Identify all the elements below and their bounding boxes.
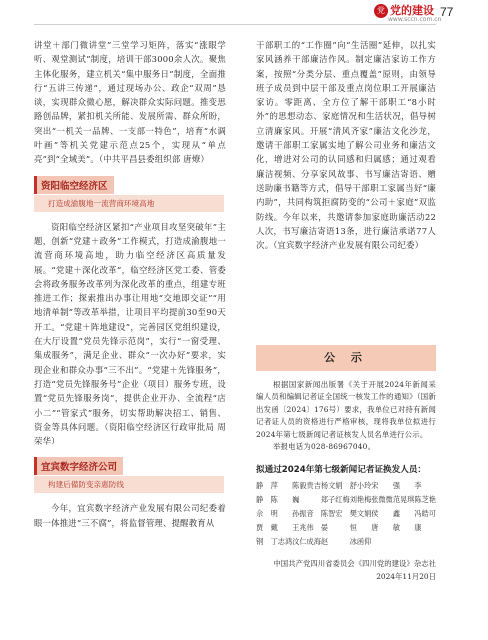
logo-emblem-icon: 党 <box>374 4 388 18</box>
name-item: 舒小玲 <box>349 481 372 491</box>
name-item: 强 <box>392 481 401 491</box>
name-list <box>256 481 436 547</box>
name-item: 陈芝艳 <box>414 495 436 505</box>
section-heading-1 <box>34 174 226 212</box>
name-item: 汶仁成海 <box>292 537 321 547</box>
notice-body: 根据国家新闻出版署《关于开展2024年新闻采编人员和编辑记者证全国统一核发工作的通知》（国新出发函〔2024〕176号）要求，我单位已对持有新闻记者证人员的资格进行严格审核，现将我单位拟进行2024年第七级新闻记者证核发人员名单进行公示。 <box>256 380 436 439</box>
left-paragraph-3: 今年，宜宾数字经济产业发展有限公司纪委着眼一体推进“三不腐”，将监督管理、提醒教育从 <box>34 503 226 528</box>
public-notice-box <box>256 345 436 583</box>
name-item: 王兆伟 <box>292 523 314 533</box>
name-item: 侯 <box>371 509 379 519</box>
name-item: 李 <box>414 481 422 491</box>
name-item: 郑子红梅 <box>320 495 350 505</box>
logo-text: 党的建设 <box>390 4 434 17</box>
name-item: 静 <box>256 495 264 505</box>
section-subtitle-2: 构建后備防变亲惠防线 <box>34 476 224 493</box>
notice-signature <box>256 557 436 583</box>
section-title-2: 宜宾数字经济公司 <box>34 457 123 475</box>
page-number: 77 <box>440 5 454 19</box>
name-item: 冰函仰 <box>349 537 372 547</box>
name-item: 范晃琪 <box>392 495 415 505</box>
name-item: 钢 <box>256 537 264 547</box>
name-item: 陈毅贵吉 <box>292 481 321 491</box>
left-column <box>34 38 226 530</box>
logo-url: www.sccn.com.cn <box>388 16 442 23</box>
signature-organization: 中国共产党四川省委员会《四川党的建设》杂志社 <box>273 559 436 569</box>
name-item: 刘艳梅 <box>349 495 372 505</box>
name-item: 敏 <box>392 523 401 533</box>
name-item: 康 <box>414 523 422 533</box>
notice-title: 公 示 <box>256 345 436 371</box>
header-rule <box>34 24 436 25</box>
name-item: 巍 <box>292 495 300 505</box>
section-subtitle-1: 打造成渝腹地一流营商环境高地 <box>34 195 224 212</box>
name-item: 陈智宏 <box>320 509 343 519</box>
name-item: 明 <box>270 509 278 519</box>
name-item: 张微微 <box>371 495 393 505</box>
name-item: 晏 <box>320 523 329 533</box>
section-title-1: 资阳临空经济区 <box>34 176 114 194</box>
name-item: 戴 <box>270 523 278 533</box>
left-paragraph-1: 讲堂＋部门微讲堂”三堂学习矩阵，落实“涨眼学听、观堂测试”制度，培训干部3000余人次。聚焦主体化服务，建立机关“集中服务日”制度，全面推行“五讲三传递”，通过现场办公、政企“双周”恳谈，实现群众微心愿，解决群众实际问题。推变思路创品牌，紧扣机关所能、发展所需、群众所盼，突出“一机关一品牌、一支部一特色”，培育“水调叶画”等机关党建示范点25个，实现从“单点亮”到“全域美”。（中共平昌县委组织部 唐燎） <box>34 40 226 165</box>
name-item: 宋 <box>371 481 379 491</box>
name-item: 冯皓可 <box>414 509 436 519</box>
name-item: 鑫 <box>392 509 401 519</box>
name-item: 贾 <box>256 523 264 533</box>
right-column <box>256 38 436 252</box>
page-header <box>0 0 488 30</box>
name-item: 丁志鸿 <box>270 537 293 547</box>
left-paragraph-2: 资阳临空经济区紧扣“产业项目攻坚突破年”主题，创新“党建＋政务”工作模式，打造成渝腹地一流营商环境高地，助力临空经济区高质量发展。“党建＋深化改革”，临空经济区党工委、管委会将政务服务改革列为深化改革的重点，组建专班推进工作；探索推出办事让用地“交地即交证”“用地清单制”等改革举措，让项目平均提前30至90天开工。“党建＋阵地建设”，完善园区党组织建设，在大厅设置“党员先锋示范岗”，实行“一窗受理、集成服务”，满足企业、群众“一次办好”要求，实现企业和群众办事“三不出”。“党建＋先锋服务”，打造“党员先锋服务号”企业（项目）服务专班，设置“党员先锋服务岗”，提供企业开办、全流程“店小二”“管家式”服务，切实帮助解决招工、销售、资金等具体问题。（资阳临空经济区行政审批局 周荣华） <box>34 221 226 447</box>
name-item: 杨文娟 <box>320 481 343 491</box>
name-item: 陈 <box>270 495 278 505</box>
signature-date: 2024年11月20日 <box>376 572 436 582</box>
right-paragraph-1: 干部职工的“工作圈”向“生活圈”延伸，以扎实家风涵养干部廉洁作风。制定廉洁家访工作方案，按照“分类分层、重点覆盖”原则，由领导班子成员到中层干部及重点岗位职工开展廉洁家访。零距离、全方位了解干部职工“8小时外”的思想动态、家庭情况和生活状况，倡导树立清廉家风。开展“清风齐家”廉洁文化沙龙，邀请干部职工家属实地了解公司业务和廉洁文化，增进对公司的认同感和归属感；通过观看廉洁视频、分享家风故事、书写廉洁寄语、赠送助廉书籍等方式，倡导干部职工家属当好“廉内助”，共同构筑拒腐防变的“公司＋家庭”双监防线。今年以来，共邀请参加家庭助廉活动22人次，书写廉洁寄语13条，进行廉洁承诺77人次。（宜宾数字经济产业发展有限公司纪委） <box>256 40 436 251</box>
name-item: 佘 <box>256 509 264 519</box>
name-item: 萍 <box>270 481 278 491</box>
name-item: 静 <box>256 481 264 491</box>
notice-phone: 举报电话为028-86967040。 <box>273 442 376 452</box>
magazine-logo <box>374 2 442 24</box>
name-item: 唐 <box>371 523 379 533</box>
name-item: 恒 <box>349 523 357 533</box>
section-heading-2 <box>34 455 226 493</box>
name-item: 樊文娟 <box>349 509 372 519</box>
name-item: 赵 <box>320 537 329 547</box>
notice-list-title: 拟通过2024年第七级新闻记者证换发人员： <box>256 465 427 476</box>
name-item: 孙振音 <box>292 509 314 519</box>
